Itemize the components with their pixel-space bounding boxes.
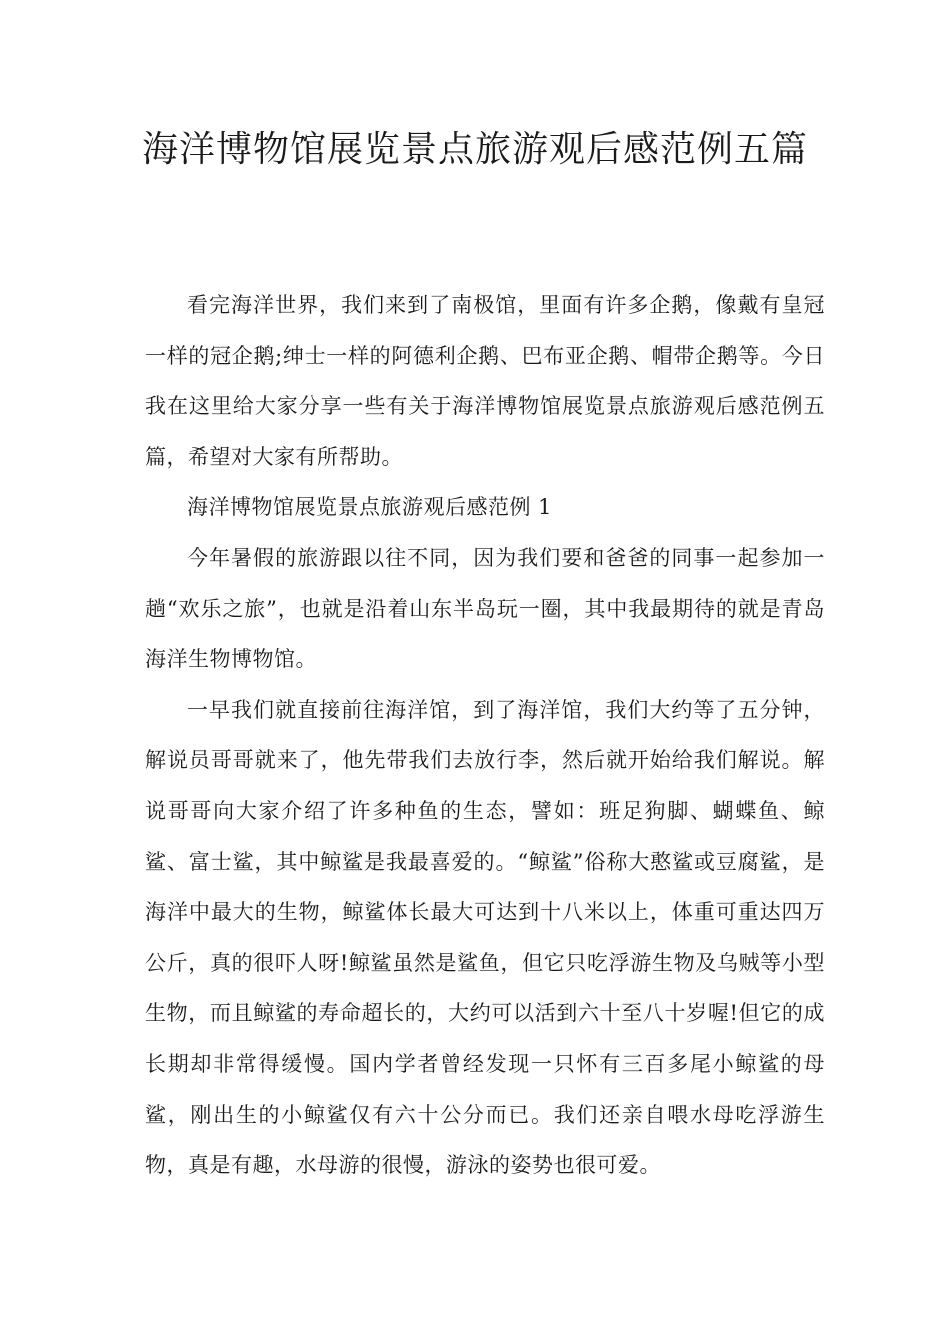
body-paragraph-1: 今年暑假的旅游跟以往不同，因为我们要和爸爸的同事一起参加一趟“欢乐之旅”，也就是沿着山东半岛玩一圈，其中我最期待的就是青岛海洋生物博物馆。 bbox=[145, 545, 825, 672]
section-heading-1: 海洋博物馆展览景点旅游观后感范例 1 bbox=[187, 495, 553, 520]
document-body bbox=[145, 280, 825, 1191]
body-paragraph-2: 一早我们就直接前往海洋馆，到了海洋馆，我们大约等了五分钟，解说员哥哥就来了，他先带我们去放行李，然后就开始给我们解说。解说哥哥向大家介绍了许多种鱼的生态，譬如：班足狗脚、蝴蝶鱼、鲸鲨、富士鲨，其中鲸鲨是我最喜爱的。“鲸鲨”俗称大憨鲨或豆腐鲨，是海洋中最大的生物，鲸鲨体长最大可达到十八米以上，体重可重达四万公斤，真的很吓人呀!鲸鲨虽然是鲨鱼，但它只吃浮游生物及乌贼等小型生物，而且鲸鲨的寿命超长的，大约可以活到六十至八十岁喔!但它的成长期却非常得缓慢。国内学者曾经发现一只怀有三百多尾小鲸鲨的母鲨，刚出生的小鲸鲨仅有六十公分而已。我们还亲自喂水母吃浮游生物，真是有趣，水母游的很慢，游泳的姿势也很可爱。 bbox=[145, 697, 825, 1178]
intro-paragraph: 看完海洋世界，我们来到了南极馆，里面有许多企鹅，像戴有皇冠一样的冠企鹅;绅士一样的阿德利企鹅、巴布亚企鹅、帽带企鹅等。今日我在这里给大家分享一些有关于海洋博物馆展览景点旅游观后感范例五篇，希望对大家有所帮助。 bbox=[145, 293, 825, 469]
document-title: 海洋博物馆展览景点旅游观后感范例五篇 bbox=[141, 129, 808, 170]
